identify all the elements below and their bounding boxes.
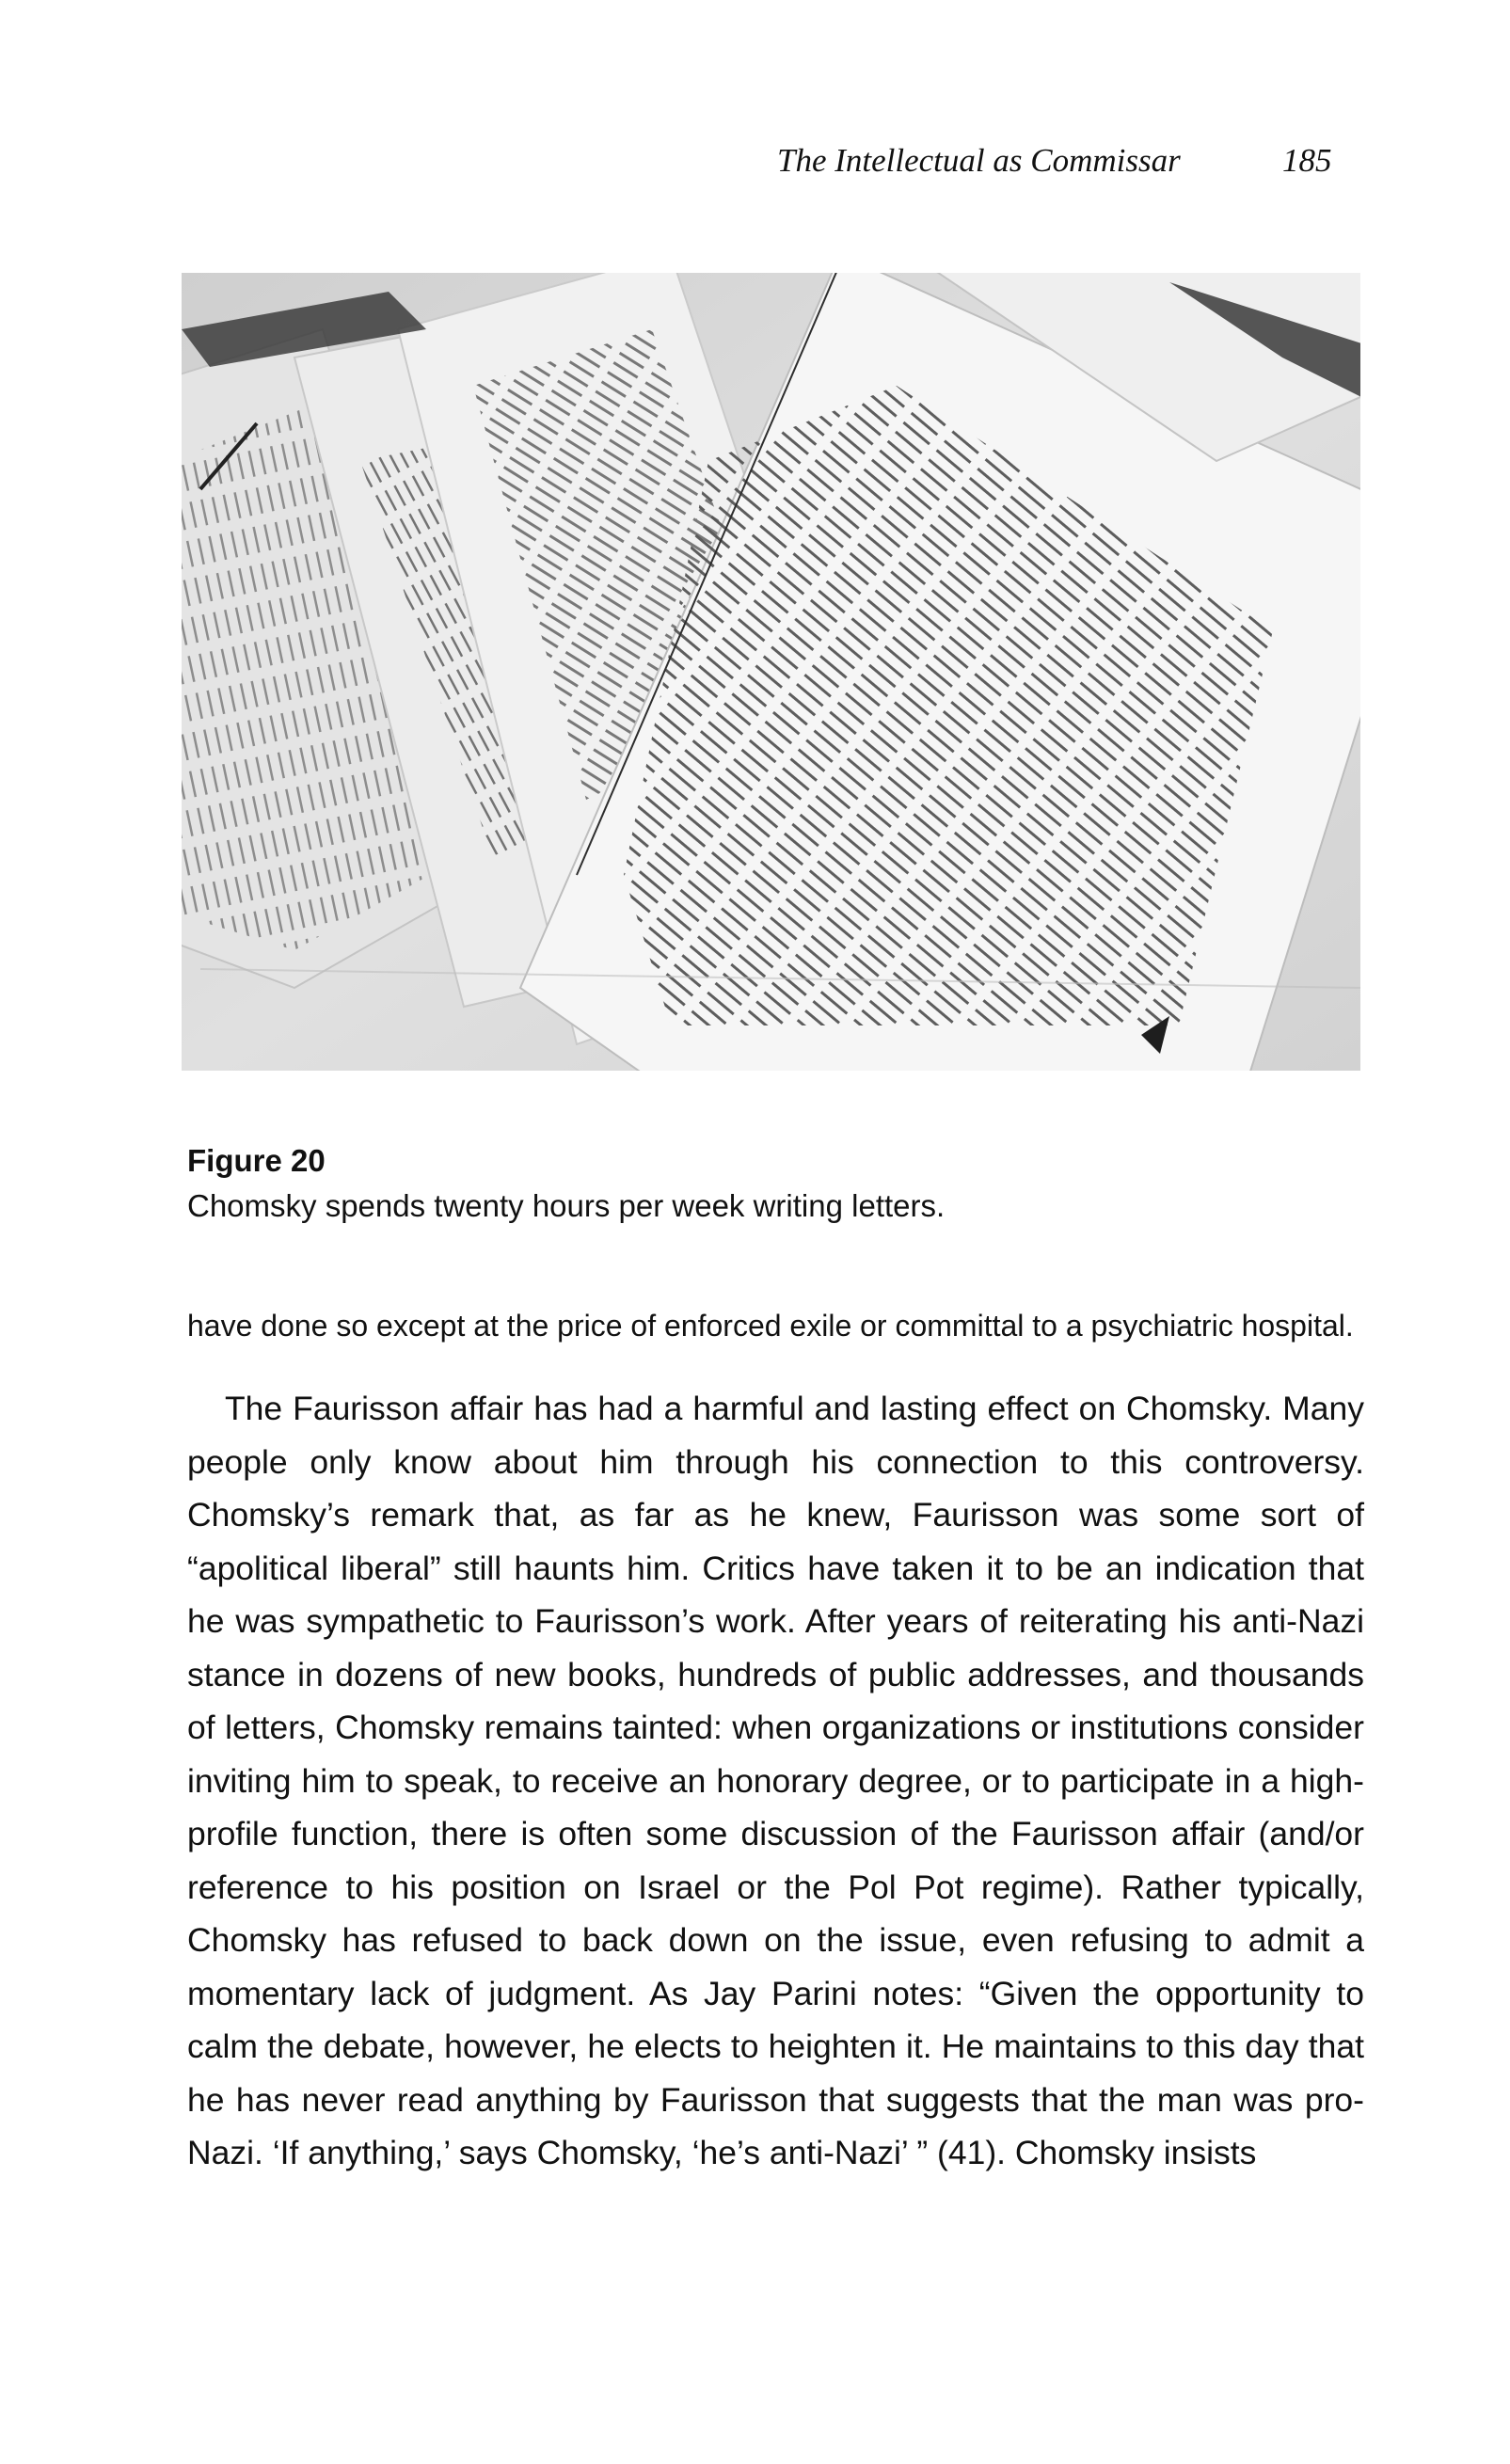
figure-label: Figure 20 xyxy=(187,1143,326,1178)
paragraph-continuation: have done so except at the price of enforced exile or committal to a psychiatric hospital. xyxy=(187,1309,1354,1343)
paragraph-faurisson-affair: The Faurisson affair has had a harmful and lasting effect on Chomsky. Many people only know about him through his connection to this controversy. Chomsky’s remark that, as far as he knew, Faurisson was some sort of “apolitical liberal” still haunts him. Critics have taken it to be an indication that he was sympathetic to Faurisson’s work. After years of reiterating his anti-Nazi stance in dozens of new books, hundreds of public addresses, and thousands of letters, Chomsky remains tainted: when organizations or institutions consider inviting him to speak, to receive an honorary degree, or to participate in a high-profile function, there is often some discussion of the Faurisson affair (and/or reference to his position on Israel or the Pol Pot regime). Rather typically, Chomsky has refused to back down on the issue, even refusing to admit a momentary lack of judgment. As Jay Parini notes: “Given the opportunity to calm the debate, however, he elects to heighten it. He maintains to this day that he has never read anything by Faurisson that suggests that the man was pro-Nazi. ‘If anything,’ says Chomsky, ‘he’s anti-Nazi’ ” (41). Chomsky insists xyxy=(187,1390,1364,2171)
page-number: 185 xyxy=(1282,142,1332,179)
figure-caption xyxy=(187,1138,1363,1229)
running-head-title: The Intellectual as Commissar xyxy=(777,142,1181,179)
running-head xyxy=(771,137,1374,184)
body-text xyxy=(187,1304,1364,2180)
figure-caption-text: Chomsky spends twenty hours per week writing letters. xyxy=(187,1188,946,1223)
figure-photo xyxy=(182,273,1360,1071)
